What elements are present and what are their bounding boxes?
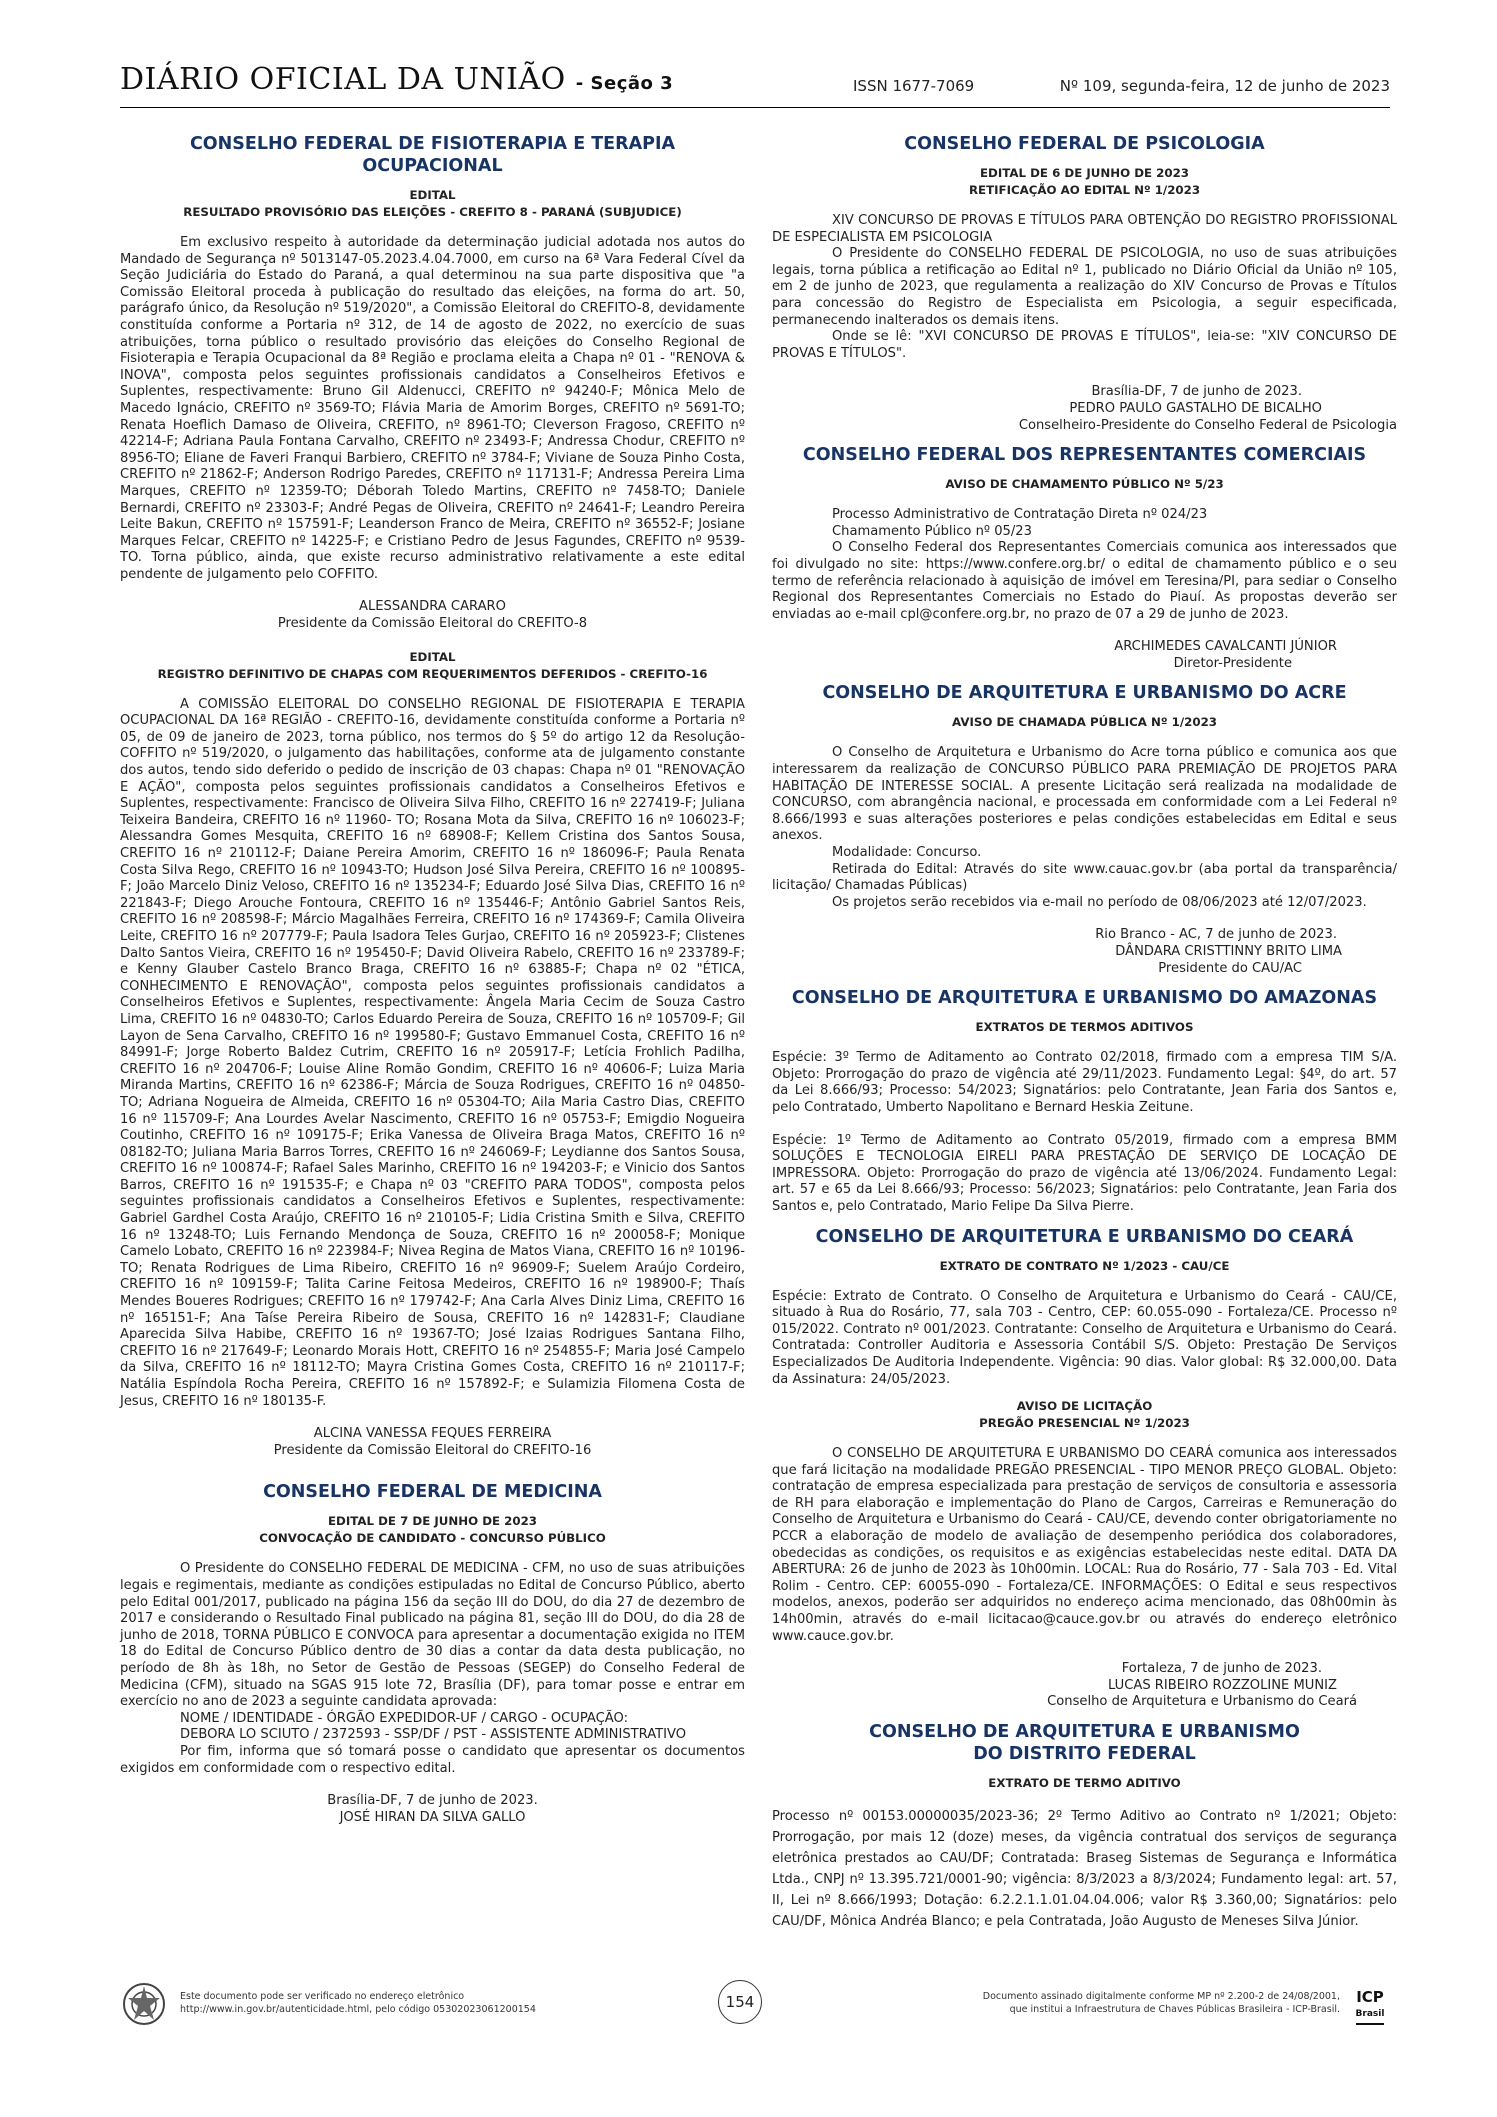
cauam-section [772, 987, 1397, 1215]
cauac-section [772, 682, 1397, 977]
issn: ISSN 1677-7069 [853, 77, 975, 95]
body-text: Os projetos serão recebidos via e-mail no período de 08/06/2023 até 12/07/2023. [832, 894, 1367, 910]
svg-text:ICP: ICP [1356, 1988, 1384, 2006]
signatory-name: DÂNDARA CRISTTINNY BRITO LIMA [1115, 944, 1342, 959]
svg-text:Brasil: Brasil [1355, 2009, 1385, 2019]
caudf-section [772, 1721, 1397, 1932]
body-text: O Conselho de Arquitetura e Urbanismo do Acre torna público e comunica aos que interessarem da realização de CONCURSO PÚBLICO PARA PREMIAÇÃO DE PROJETOS PARA HABITAÇÃO DE INTERESSE SOCIAL. A presente Licitação será realizada na modalidade de CONCURSO, com abrangência nacional, e processada em conformidade com a Lei Federal nº 8.666/1993 e suas alterações posteriores e pelas condições estabelecidas em Edital e seus anexos. [772, 745, 1397, 844]
body-text: Espécie: 1º Termo de Aditamento ao Contrato 05/2019, firmado com a empresa BMM SOLUÇÕES E TECNOLOGIA EIRELI PARA PRESTAÇÃO DE SERVIÇO DE LOCAÇÃO DE IMPRESSORA. Objeto: Prorrogação do prazo de vigência até 13/06/2024. Fundamento Legal: art. 57 e 65 da Lei 8.666/93; Processo: 56/2023; Signatários: pelo Contratante, Jean Faria dos Santos e, pelo Contratado, Mario Felipe Da Silva Pierre. [772, 1132, 1397, 1214]
body-text: Em exclusivo respeito à autoridade da determinação judicial adotada nos autos do Mandado de Segurança nº 5013147-05.2023.4.04.7000, em curso na 6ª Vara Federal Cível da Seção Judiciária do Estado do Paraná, a qual determinou na sua parte dispositiva que "a Comissão Eleitoral proceda à publicação do resultado das eleições, na forma do art. 50, parágrafo único, da Resolução nº 519/2020", a Comissão Eleitoral do CREFITO-8, devidamente constituída conforme a Portaria nº 312, de 14 de agosto de 2022, no exercício de suas atribuições, torna público o resultado provisório das eleições do Conselho Regional de Fisioterapia e Terapia Ocupacional da 8ª Região e proclama eleita a Chapa nº 01 - "RENOVA & INOVA", composta pelos seguintes profissionais candidatos a Conselheiros Efetivos e Suplentes, respectivamente: Bruno Gil Aldenucci, CREFITO nº 94240-F; Mônica Melo de Macedo Ignácio, CREFITO nº 3569-TO; Flávia Maria de Amorim Borges, CREFITO nº 5691-TO; Renata Hoeflich Damaso de Oliveira, CREFITO, nº 8961-TO; Cleverson Fragoso, CREFITO nº 42214-F; Adriana Paula Fontana Carvalho, CREFITO nº 23493-F; Andressa Chodur, CREFITO nº 8956-TO; Eliane de Faveri Franqui Barbiero, CREFITO nº 3784-F; Viviane de Souza Pinho Costa, CREFITO nº 21862-F; Anderson Rodrigo Paredes, CREFITO nº 117131-F; Andressa Pereira Lima Marques, CREFITO nº 12359-TO; Déborah Toledo Martins, CREFITO nº 7458-TO; Daniele Bernardi, CREFITO nº 23303-F; André Pegas de Oliveira, CREFITO nº 24641-F; Leandro Pereira Leite Bakun, CREFITO nº 157591-F; Leanderson Franco de Meira, CREFITO nº 36552-F; Josiane Marques Felcar, CREFITO nº 14225-F; e Cristiano Pedro de Jesus Fagundes, CREFITO nº 9539-TO. Torna público, ainda, que existe recurso administrativo relativamente a este edital pendente de julgamento pelo COFFITO. [120, 235, 745, 582]
org-title: CONSELHO FEDERAL DE MEDICINA [263, 1482, 602, 1503]
body-text: O CONSELHO DE ARQUITETURA E URBANISMO DO CEARÁ comunica aos interessados que fará licitação na modalidade PREGÃO PRESENCIAL - TIPO MENOR PREÇO GLOBAL. Objeto: contratação de empresa especializada para prestação de serviços de consultoria e assessoria de RH para elaboração e implementação do Plano de Cargos, Carreiras e Remuneração do Conselho de Arquitetura e Urbanismo do Ceará - CAU/CE, devendo conter obrigatoriamente no PCCR a elaboração de modelo de avaliação de desempenho periódica dos colaboradores, obedecidas as condições, os requisitos e as exigências estabelecidas neste edital. DATA DA ABERTURA: 26 de junho de 2023 às 10h00min. LOCAL: Rua do Rosário, 77 - Sala 703 - Ed. Vital Rolim - Centro. CEP: 60055-090 - Fortaleza/CE. INFORMAÇÕES: O Edital e seus respectivos modelos, anexos, poderão ser adquiridos no endereço acima mencionado, das 08h00min às 14h00min, através do e-mail licitacao@cauce.gov.br ou através do endereço eletrônico www.cauce.gov.br. [772, 1446, 1397, 1644]
edital-heading: AVISO DE CHAMADA PÚBLICA Nº 1/2023 [952, 715, 1217, 730]
signatory-role: Conselheiro-Presidente do Conselho Federal de Psicologia [1018, 417, 1397, 433]
issue-info: Nº 109, segunda-feira, 12 de junho de 2023 [1059, 77, 1390, 95]
signature-date: Brasília-DF, 7 de junho de 2023. [1091, 384, 1302, 400]
page-header [120, 62, 1390, 108]
verification-note: Este documento pode ser verificado no endereço eletrônico http://www.in.gov.br/autenticidade.html, pelo código 05302023061200154 [180, 1991, 536, 2015]
edital-heading: EDITAL [409, 649, 456, 664]
republic-seal-icon [120, 1980, 168, 2028]
body-text: A COMISSÃO ELEITORAL DO CONSELHO REGIONAL DE FISIOTERAPIA E TERAPIA OCUPACIONAL DA 16ª REGIÃO - CREFITO-16, devidamente constituída conforme a Portaria nº 05, de 09 de janeiro de 2023, torna público, nos termos do § 5º do artigo 12 da Resolução-COFFITO nº 519/2020, o julgamento das habilitações, conforme ata de julgamento constante dos autos, tendo sido deferido o pedido de inscrição de 03 chapas: Chapa nº 01 "RENOVAÇÃO E AÇÃO", composta pelos seguintes profissionais candidatos a Conselheiros Efetivos e Suplentes, respectivamente: Francisco de Oliveira Silva Filho, CREFITO 16 nº 227419-F; Juliana Teixeira Bandeira, CREFITO 16 nº 11960- TO; Rosana Mota da Silva, CREFITO 16 nº 106023-F; Alessandra Gomes Mesquita, CREFITO 16 nº 68908-F; Kellem Cristina dos Santos Sousa, CREFITO 16 nº 210112-F; Daiane Pereira Amorim, CREFITO 16 nº 186096-F; Paula Renata Costa Silva Rego, CREFITO 16 nº 10943-TO; Hudson José Silva Pereira, CREFITO 16 nº 100895-F; João Marcelo Diniz Veloso, CREFITO 16 nº 135234-F; Eduardo José Silva Dias, CREFITO 16 nº 221843-F; Diego Arouche Fontoura, CREFITO 16 nº 135446-F; Antônio Gabriel Santos Reis, CREFITO 16 nº 208598-F; Márcio Magalhães Ferreira, CREFITO 16 nº 174369-F; Camila Oliveira Leite, CREFITO 16 nº 207779-F; Paula Isadora Teles Gurjao, CREFITO 16 nº 205923-F; Clistenes Dalto Santos Vieira, CREFITO 16 nº 195450-F; David Oliveira Rabelo, CREFITO 16 nº 233789-F; e Kenny Glauber Castelo Branco Braga, CREFITO 16 nº 63885-F; Chapa nº 02 "ÉTICA, CONHECIMENTO E RENOVAÇÃO", composta pelos seguintes profissionais candidatos a Conselheiros Efetivos e Suplentes, respectivamente: Ângela Maria Cecim de Souza Castro Lima, CREFITO 16 nº 04830-TO; Carlos Eduardo Pereira de Souza, CREFITO 16 nº 105709-F; Gil Layon de Sena Carvalho, CREFITO 16 nº 199580-F; Gustavo Emmanuel Costa, CREFITO 16 nº 84991-F; Jorge Roberto Baldez Cutrim, CREFITO 16 nº 205917-F; Letícia Frohlich Padilha, CREFITO 16 nº 204706-F; Louise Aline Romão Gondim, CREFITO 16 nº 40606-F; Luiza Maria Miranda Martins, CREFITO 16 nº 62386-F; Márcia de Souza Rodrigues, CREFITO 16 nº 04850-TO; Adriana Nogueira de Almeida, CREFITO 16 nº 05304-TO; Aila Maria Castro Dias, CREFITO 16 nº 115709-F; Ana Lourdes Avelar Nascimento, CREFITO 16 nº 05753-F; Emigdio Nogueira Coutinho, CREFITO 16 nº 109175-F; Erika Vanessa de Oliveira Braga Matos, CREFITO 16 nº 08182-TO; Juliana Maria Barros Torres, CREFITO 16 nº 246069-F; Leydianne dos Santos Sousa, CREFITO 16 nº 100874-F; Rafael Sales Marinho, CREFITO 16 nº 194203-F; e Vinicio dos Santos Barros, CREFITO 16 nº 191535-F; e Chapa nº 03 "CREFITO PARA TODOS", composta pelos seguintes profissionais candidatos a Conselheiros Efetivos e Suplentes, respectivamente: Gabriel Gardhel Costa Araújo, CREFITO 16 nº 210105-F; Lidia Cristina Smith e Silva, CREFITO 16 nº 13248-TO; Luis Fernando Mendonça de Souza, CREFITO 16 nº 200058-F; Monique Camelo Lobato, CREFITO 16 nº 223984-F; Nivea Regina de Matos Viana, CREFITO 16 nº 10196-TO; Renata Rodrigues de Lima Ribeiro, CREFITO 16 nº 96909-F; Suelem Araújo Cordeiro, CREFITO 16 nº 109159-F; Talita Carine Feitosa Medeiros, CREFITO 16 nº 198900-F; Thaís Mendes Boueres Rodrigues; CREFITO 16 nº 179742-F; Ana Carla Alves Diniz Lima, CREFITO 16 nº 165151-F; Ana Taíse Pereira Ribeiro de Sousa, CREFITO 16 nº 142831-F; Claudiane Aparecida Silva Habibe, CREFITO 16 nº 19367-TO; José Izaias Rodrigues Santana Filho, CREFITO 16 nº 217649-F; Leonardo Morais Hott, CREFITO 16 nº 254855-F; Maria José Campelo da Silva, CREFITO 16 nº 18112-TO; Mayra Cristina Gomes Costa, CREFITO 16 nº 210117-F; Natália Espíndola Rocha Pereira, CREFITO 16 nº 157892-F; e Sulamizia Filomena Costa de Jesus, CREFITO 16 nº 180135-F. [120, 696, 745, 1409]
org-title: CONSELHO FEDERAL DE PSICOLOGIA [904, 134, 1265, 154]
left-column [120, 133, 745, 1826]
crefito16-section [120, 649, 745, 1460]
body-text: Processo nº 00153.00000035/2023-36; 2º Termo Aditivo ao Contrato nº 1/2021; Objeto: Prorrogação, por mais 12 (doze) meses, da vigência contratual dos serviços de segurança eletrônica prestados ao CAU/DF; Contratada: Braseg Sistemas de Segurança e Informática Ltda., CNPJ nº 13.395.721/0001-90; vigência: 8/3/2023 a 8/3/2024; Fundamento legal: art. 57, II, Lei nº 8.666/1993; Dotação: 6.2.2.1.1.01.04.04.006; valor R$ 3.360,00; Signatários: pelo CAU/DF, Mônica Andréa Blanco; e pela Contratada, João Augusto de Meneses Silva Júnior. [772, 1809, 1397, 1929]
org-title-line2: DO DISTRITO FEDERAL [973, 1744, 1196, 1764]
body-text: O Presidente do CONSELHO FEDERAL DE PSICOLOGIA, no uso de suas atribuições legais, torna pública a retificação ao Edital nº 1, publicado no Diário Oficial da União nº 105, em 2 de junho de 2023, que regulamenta a realização do XIV Concurso de Provas e Títulos para concessão do Registro de Especialista em Psicologia, a seguir especificada, permanecendo inalterados os demais itens. [772, 246, 1397, 328]
page-footer [120, 1980, 1390, 2040]
edital-subheading: CONVOCAÇÃO DE CANDIDATO - CONCURSO PÚBLICO [259, 1531, 606, 1546]
edital-subheading: PREGÃO PRESENCIAL Nº 1/2023 [979, 1416, 1190, 1431]
org-title: CONSELHO FEDERAL DE FISIOTERAPIA E TERAPIA OCUPACIONAL [189, 134, 676, 176]
signatory-name: ARCHIMEDES CAVALCANTI JÚNIOR [1114, 639, 1337, 655]
body-text: Onde se lê: "XVI CONCURSO DE PROVAS E TÍTULOS", leia-se: "XIV CONCURSO DE PROVAS E TÍTULOS". [772, 329, 1397, 361]
digital-signature-note: Documento assinado digitalmente conforme MP nº 2.200-2 de 24/08/2001, que institui a Infraestrutura de Chaves Públicas Brasileira - ICP-Brasil. [982, 1991, 1340, 2015]
signatory-name: ALESSANDRA CARARO [359, 599, 506, 615]
body-text: Espécie: Extrato de Contrato. O Conselho de Arquitetura e Urbanismo do Ceará - CAU/CE, situado à Rua do Rosário, 77, sala 703 - Centro, CEP: 60.055-090 - Fortaleza/CE. Processo nº 015/2022. Contrato nº 001/2023. Contratante: Conselho de Arquitetura e Urbanismo do Ceará. Contratada: Controller Auditoria e Assessoria Contábil S/S. Objeto: Prestação De Serviços Especializados De Auditoria Independente. Vigência: 90 dias. Valor global: R$ 32.000,00. Data da Assinatura: 24/05/2023. [772, 1288, 1397, 1387]
org-title: CONSELHO DE ARQUITETURA E URBANISMO DO AMAZONAS [791, 988, 1378, 1009]
section-label: - Seção 3 [575, 73, 674, 94]
edital-subheading: REGISTRO DEFINITIVO DE CHAPAS COM REQUERIMENTOS DEFERIDOS - CREFITO-16 [157, 666, 708, 681]
org-title-line1: CONSELHO DE ARQUITETURA E URBANISMO [869, 1722, 1300, 1742]
body-text: DEBORA LO SCIUTO / 2372593 - SSP/DF / PST - ASSISTENTE ADMINISTRATIVO [180, 1727, 687, 1743]
edital-heading: EDITAL DE 6 DE JUNHO DE 2023 [980, 166, 1189, 180]
body-text: Modalidade: Concurso. [832, 845, 982, 861]
edital-heading: EDITAL DE 7 DE JUNHO DE 2023 [328, 1514, 537, 1529]
body-text: Chamamento Público nº 05/23 [832, 523, 1032, 539]
signatory-role: Presidente da Comissão Eleitoral do CREFITO-8 [277, 616, 588, 632]
body-text: Por fim, informa que só tomará posse o candidato que apresentar os documentos exigidos em conformidade com o respectivo edital. [120, 1743, 745, 1776]
org-title: CONSELHO DE ARQUITETURA E URBANISMO DO ACRE [822, 683, 1347, 704]
signature-date: Rio Branco - AC, 7 de junho de 2023. [1095, 927, 1337, 943]
org-title: CONSELHO DE ARQUITETURA E URBANISMO DO CEARÁ [815, 1226, 1354, 1247]
body-text: Retirada do Edital: Através do site www.cauac.gov.br (aba portal da transparência/ licitação/ Chamadas Públicas) [772, 861, 1397, 894]
right-column [772, 133, 1397, 1932]
crefito8-section [120, 133, 745, 633]
signatory-name: ALCINA VANESSA FEQUES FERREIRA [313, 1426, 552, 1442]
body-text: Processo Administrativo de Contratação Direta nº 024/23 [832, 507, 1208, 523]
edital-heading: AVISO DE LICITAÇÃO [1016, 1399, 1153, 1414]
cauce-section [772, 1226, 1397, 1711]
confere-section [772, 444, 1397, 672]
signatory-name: PEDRO PAULO GASTALHO DE BICALHO [1069, 400, 1322, 416]
org-title: CONSELHO FEDERAL DOS REPRESENTANTES COMERCIAIS [802, 445, 1367, 466]
edital-heading: EXTRATOS DE TERMOS ADITIVOS [975, 1020, 1194, 1035]
signature-date: Fortaleza, 7 de junho de 2023. [1121, 1661, 1322, 1677]
body-text: O Presidente do CONSELHO FEDERAL DE MEDICINA - CFM, no uso de suas atribuições legais e regimentais, mediante as condições estipuladas no Edital de Concurso Público, aberto pelo Edital 001/2017, publicado na página 156 da seção III do DOU, do dia 27 de dezembro de 2017 e considerando o Resultado Final publicado na página 81, seção III do DOU, do dia 28 de junho de 2018, TORNA PÚBLICO E CONVOCA para apresentar a documentação exigida no ITEM 18 do Edital de Concurso Público dentro de 30 dias a contar da data desta publicação, no período de 8h às 18h, no Setor de Gestão de Pessoas (SEGEP) do Conselho Federal de Medicina (CFM), situado na SGAS 915 lote 72, Brasília (DF), para tomar posse e entrar em exercício no ano de 2023 a seguinte candidata aprovada: [120, 1561, 745, 1710]
edital-subheading: RETIFICAÇÃO AO EDITAL Nº 1/2023 [968, 183, 1201, 197]
signature-date: Brasília-DF, 7 de junho de 2023. [327, 1793, 538, 1809]
cfm-section [120, 1481, 745, 1826]
edital-heading: EXTRATO DE CONTRATO Nº 1/2023 - CAU/CE [939, 1258, 1230, 1273]
journal-title: DIÁRIO OFICIAL DA UNIÃO - Seção 3 [120, 62, 674, 97]
edital-heading: AVISO DE CHAMAMENTO PÚBLICO Nº 5/23 [945, 477, 1224, 492]
body-text: O Conselho Federal dos Representantes Comerciais comunica aos interessados que foi divulgado no site: https://www.confere.org.br/ o edital de chamamento público e o seu termo de referência relacionado à aquisição de imóvel em Teresina/PI, para sediar o Conselho Regional dos Representantes Comerciais no Estado do Piauí. As propostas deverão ser enviadas ao e-mail cpl@confere.org.br, no prazo de 07 a 29 de junho de 2023. [772, 540, 1397, 622]
signatory-role: Conselho de Arquitetura e Urbanismo do Ceará [1047, 1694, 1357, 1710]
icp-brasil-logo-icon [1350, 1980, 1390, 2032]
body-text: NOME / IDENTIDADE - ÓRGÃO EXPEDIDOR-UF / CARGO - OCUPAÇÃO: [180, 1710, 628, 1726]
signatory-role: Diretor-Presidente [1173, 655, 1292, 671]
edital-subheading: RESULTADO PROVISÓRIO DAS ELEIÇÕES - CREFITO 8 - PARANÁ (SUBJUDICE) [183, 205, 682, 219]
edital-heading: EXTRATO DE TERMO ADITIVO [988, 1776, 1181, 1790]
signatory-name: JOSÉ HIRAN DA SILVA GALLO [339, 1809, 526, 1825]
page-number: 154 [718, 1980, 762, 2024]
cfp-section [772, 133, 1397, 434]
body-text: Espécie: 3º Termo de Aditamento ao Contrato 02/2018, firmado com a empresa TIM S/A. Objeto: Prorrogação do prazo de vigência até 29/11/2023. Fundamento Legal: §4º, do art. 57 da Lei 8.666/93; Processo: 54/2023; Signatários: pelo Contratante, Jean Faria dos Santos e, pelo Contratado, Umberto Napolitano e Bernard Heskia Zeitune. [772, 1050, 1397, 1115]
signatory-name: LUCAS RIBEIRO ROZZOLINE MUNIZ [1108, 1677, 1337, 1693]
signatory-role: Presidente da Comissão Eleitoral do CREFITO-16 [273, 1442, 592, 1458]
signatory-role: Presidente do CAU/AC [1158, 960, 1302, 976]
body-text: XIV CONCURSO DE PROVAS E TÍTULOS PARA OBTENÇÃO DO REGISTRO PROFISSIONAL DE ESPECIALISTA EM PSICOLOGIA [772, 213, 1397, 245]
edital-heading: EDITAL [409, 188, 456, 202]
